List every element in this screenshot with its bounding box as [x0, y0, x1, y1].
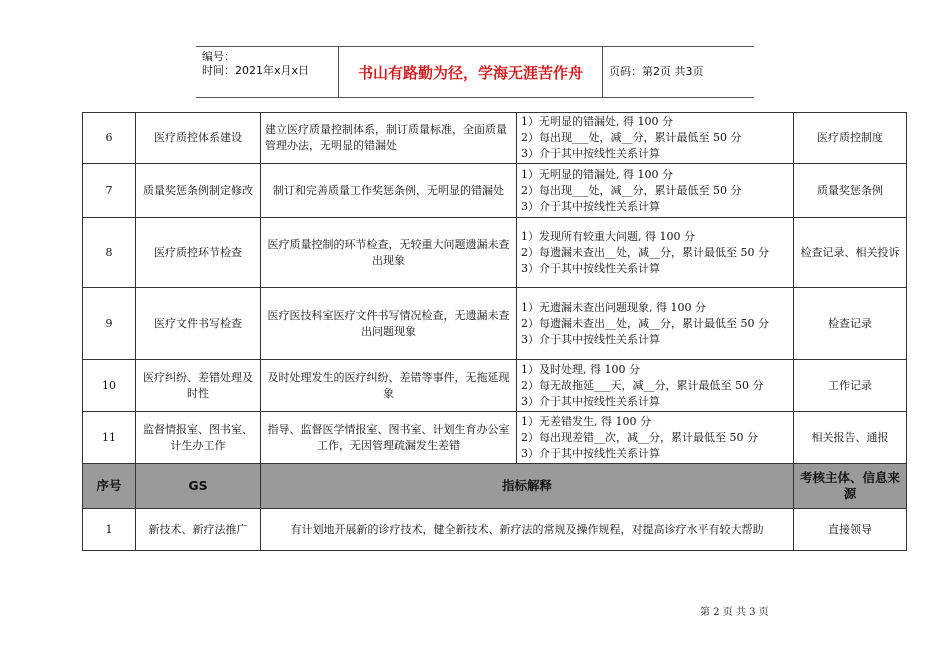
- header-source: 考核主体、信息来源: [794, 464, 907, 509]
- header-motto-cell: [339, 47, 603, 97]
- scoring-criteria: [517, 113, 794, 164]
- header-explain: 指标解释: [261, 464, 794, 509]
- criteria-line: 1）无差错发生, 得 100 分: [521, 414, 651, 428]
- indicator-name: 医疗文件书写检查: [136, 288, 261, 360]
- info-source: 相关报告、通报: [794, 412, 907, 464]
- indicator-name: 医疗质控环节检查: [136, 218, 261, 288]
- header-number: 序号: [83, 464, 136, 509]
- criteria-line: 2）每无故拖延___天，减__分，累计最低至 50 分: [521, 378, 764, 392]
- table-row: [83, 412, 907, 464]
- row-number: 8: [83, 218, 136, 288]
- indicator-table: [82, 112, 907, 551]
- info-source: 质量奖惩条例: [794, 164, 907, 218]
- row-number: 11: [83, 412, 136, 464]
- criteria-line: 3）介于其中按线性关系计算: [521, 261, 660, 275]
- indicator-description: 医疗质量控制的环节检查，无较重大问题遗漏未查出现象: [261, 218, 517, 288]
- scoring-criteria: [517, 360, 794, 412]
- criteria-line: 3）介于其中按线性关系计算: [521, 332, 660, 346]
- indicator-description: 制订和完善质量工作奖惩条例，无明显的错漏处: [261, 164, 517, 218]
- criteria-line: 2）每出现___处，减__分，累计最低至 50 分: [521, 131, 742, 144]
- table-row: [83, 360, 907, 412]
- criteria-line: 1）及时处理, 得 100 分: [521, 362, 640, 376]
- table-row: [83, 218, 907, 288]
- criteria-line: 1）无明显的错漏处, 得 100 分: [521, 115, 673, 128]
- scoring-criteria: [517, 412, 794, 464]
- indicator-name: 医疗纠纷、差错处理及时性: [136, 360, 261, 412]
- table-row: [83, 164, 907, 218]
- criteria-line: 1）发现所有较重大问题, 得 100 分: [521, 229, 695, 243]
- criteria-line: 3）介于其中按线性关系计算: [521, 446, 660, 460]
- info-source: 直接领导: [794, 509, 907, 551]
- criteria-line: 2）每遗漏未查出__处，减__分，累计最低至 50 分: [521, 316, 769, 330]
- page-header: [196, 46, 754, 98]
- indicator-explain: 有计划地开展新的诊疗技术，健全新技术、新疗法的常规及操作规程，对提高诊疗水平有较大帮助: [261, 509, 794, 551]
- indicator-description: 指导、监督医学情报室、图书室、计划生育办公室工作，无因管理疏漏发生差错: [261, 412, 517, 464]
- row-number: 1: [83, 509, 136, 551]
- scoring-criteria: [517, 288, 794, 360]
- criteria-line: 2）每出现___处，减__分，累计最低至 50 分: [521, 183, 742, 197]
- header-gs: GS: [136, 464, 261, 509]
- document-number-label: 编号：: [202, 50, 235, 63]
- indicator-name: 新技术、新疗法推广: [136, 509, 261, 551]
- info-source: 检查记录、相关投诉: [794, 218, 907, 288]
- table-header-row: [83, 464, 907, 509]
- criteria-line: 3）介于其中按线性关系计算: [521, 394, 660, 408]
- criteria-line: 3）介于其中按线性关系计算: [521, 147, 660, 160]
- document-time-label: 时间：2021年x月x日: [202, 64, 310, 77]
- info-source: 检查记录: [794, 288, 907, 360]
- criteria-line: 1）无遗漏未查出问题现象, 得 100 分: [521, 300, 706, 314]
- header-page-info: 页码：第2页 共3页: [609, 65, 704, 78]
- criteria-line: 3）介于其中按线性关系计算: [521, 199, 660, 213]
- criteria-line: 2）每出现差错__次，减__分，累计最低至 50 分: [521, 430, 758, 444]
- table-row: [83, 509, 907, 551]
- info-source: 工作记录: [794, 360, 907, 412]
- table-row: [83, 288, 907, 360]
- header-motto: 书山有路勤为径，学海无涯苦作舟: [357, 63, 583, 82]
- row-number: 9: [83, 288, 136, 360]
- header-page-cell: [603, 47, 754, 97]
- row-number: 7: [83, 164, 136, 218]
- info-source: 医疗质控制度: [794, 113, 907, 164]
- indicator-name: 质量奖惩条例制定修改: [136, 164, 261, 218]
- row-number: 10: [83, 360, 136, 412]
- indicator-description: 医疗医技科室医疗文件书写情况检查，无遗漏未查出问题现象: [261, 288, 517, 360]
- indicator-name: 监督情报室、图书室、计生办工作: [136, 412, 261, 464]
- table-row: [83, 113, 907, 164]
- criteria-line: 1）无明显的错漏处, 得 100 分: [521, 167, 673, 181]
- row-number: 6: [83, 113, 136, 164]
- indicator-name: 医疗质控体系建设: [136, 113, 261, 164]
- criteria-line: 2）每遗漏未查出__处，减__分，累计最低至 50 分: [521, 245, 769, 259]
- page-footer: 第 2 页 共 3 页: [700, 607, 769, 618]
- scoring-criteria: [517, 164, 794, 218]
- indicator-description: 及时处理发生的医疗纠纷、差错等事件，无拖延现象: [261, 360, 517, 412]
- scoring-criteria: [517, 218, 794, 288]
- indicator-description: 建立医疗质量控制体系，制订质量标准，全面质量管理办法，无明显的错漏处: [261, 113, 517, 164]
- header-meta: [196, 47, 339, 97]
